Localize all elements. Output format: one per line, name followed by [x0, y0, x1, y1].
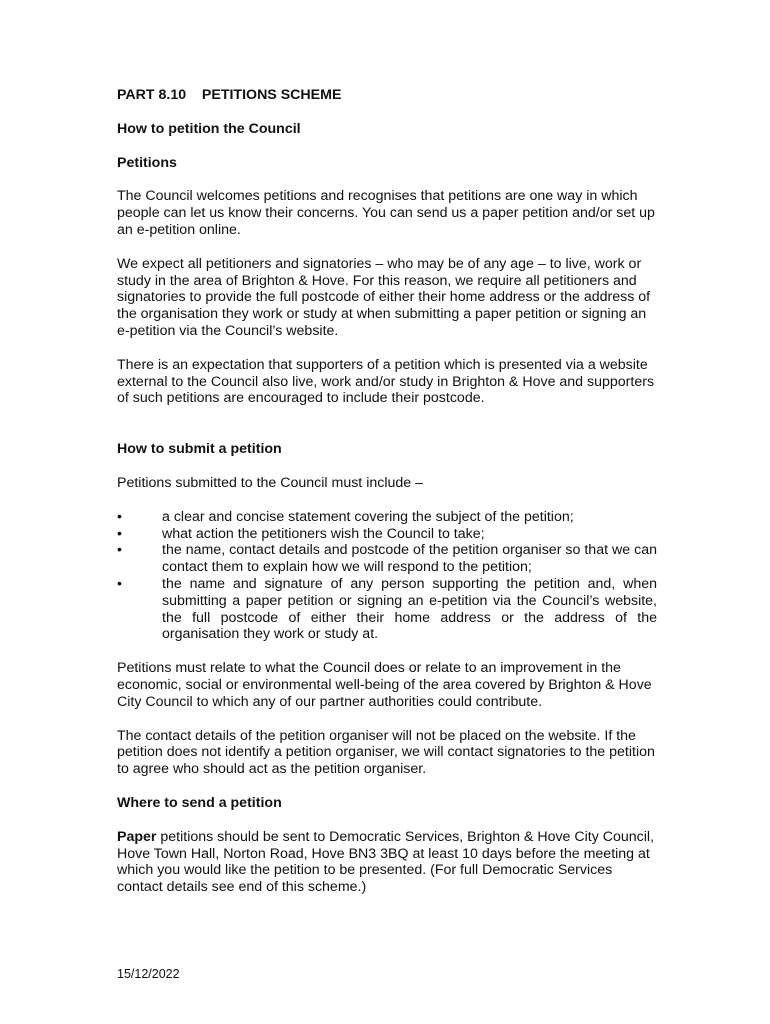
list-item	[117, 509, 657, 526]
paper-instructions: petitions should be sent to Democratic Services, Brighton & Hove City Council, Hove Town Hall, Norton Road, Hove BN3 3BQ at least 10 days before the meeting at which you would like the petition to be presented. (For full Democratic Services contact details see end of this scheme.)	[117, 828, 655, 896]
how-to-petition-heading: How to petition the Council	[117, 120, 301, 137]
list-item-text: the name and signature of any person supporting the petition and, when submitting a paper petition or signing an e-petition via the Council’s website, the full postcode of either their home address or the address of the organisation they work or study at.	[162, 575, 657, 643]
bullet-icon: •	[117, 525, 122, 542]
list-item	[117, 542, 657, 576]
paragraph-welcome: The Council welcomes petitions and recognises that petitions are one way in which people can let us know their concerns. You can send us a paper petition and/or set up an e-petition online.	[117, 188, 655, 238]
paragraph-expect: We expect all petitioners and signatories – who may be of any age – to live, work or study in the area of Brighton & Hove. For this reason, we require all petitioners and signatories to provide the full postcode of either their home address or the address of the organisation they work or study at when submitting a paper petition or signing an e-petition via the Council’s website.	[117, 255, 651, 339]
list-item	[117, 576, 657, 643]
paragraph-relate: Petitions must relate to what the Council does or relate to an improvement in the economic, social or environmental well-being of the area covered by Brighton & Hove City Council to which any of our partner authorities could contribute.	[117, 660, 652, 710]
list-item	[117, 526, 657, 543]
list-item-text: a clear and concise statement covering the subject of the petition;	[162, 508, 574, 525]
paragraph-external: There is an expectation that supporters of a petition which is presented via a website external to the Council also live, work and/or study in Brighton & Hove and supporters of such petitions are encouraged to include their postcode.	[117, 356, 655, 407]
part-title: PART 8.10 PETITIONS SCHEME	[117, 87, 342, 103]
bullet-icon: •	[117, 508, 122, 525]
bullet-icon: •	[117, 575, 122, 592]
list-item-text: what action the petitioners wish the Council to take;	[162, 525, 485, 542]
footer-date: 15/12/2022	[117, 967, 180, 981]
paragraph-contact: The contact details of the petition organiser will not be placed on the website. If the petition does not identify a petition organiser, we will contact signatories to the petition to agree who should act as the petition organiser.	[117, 727, 655, 778]
list-item-text: the name, contact details and postcode of the petition organiser so that we can contact them to explain how we will respond to the petition;	[162, 542, 657, 576]
paper-bold-label: Paper	[117, 828, 157, 845]
requirements-list	[117, 509, 657, 643]
send-heading: Where to send a petition	[117, 794, 282, 811]
document-page	[117, 87, 657, 896]
submit-intro: Petitions submitted to the Council must include –	[117, 474, 423, 491]
paragraph-paper	[117, 829, 657, 896]
submit-heading: How to submit a petition	[117, 441, 282, 458]
bullet-icon: •	[117, 542, 122, 559]
petitions-heading: Petitions	[117, 154, 177, 171]
